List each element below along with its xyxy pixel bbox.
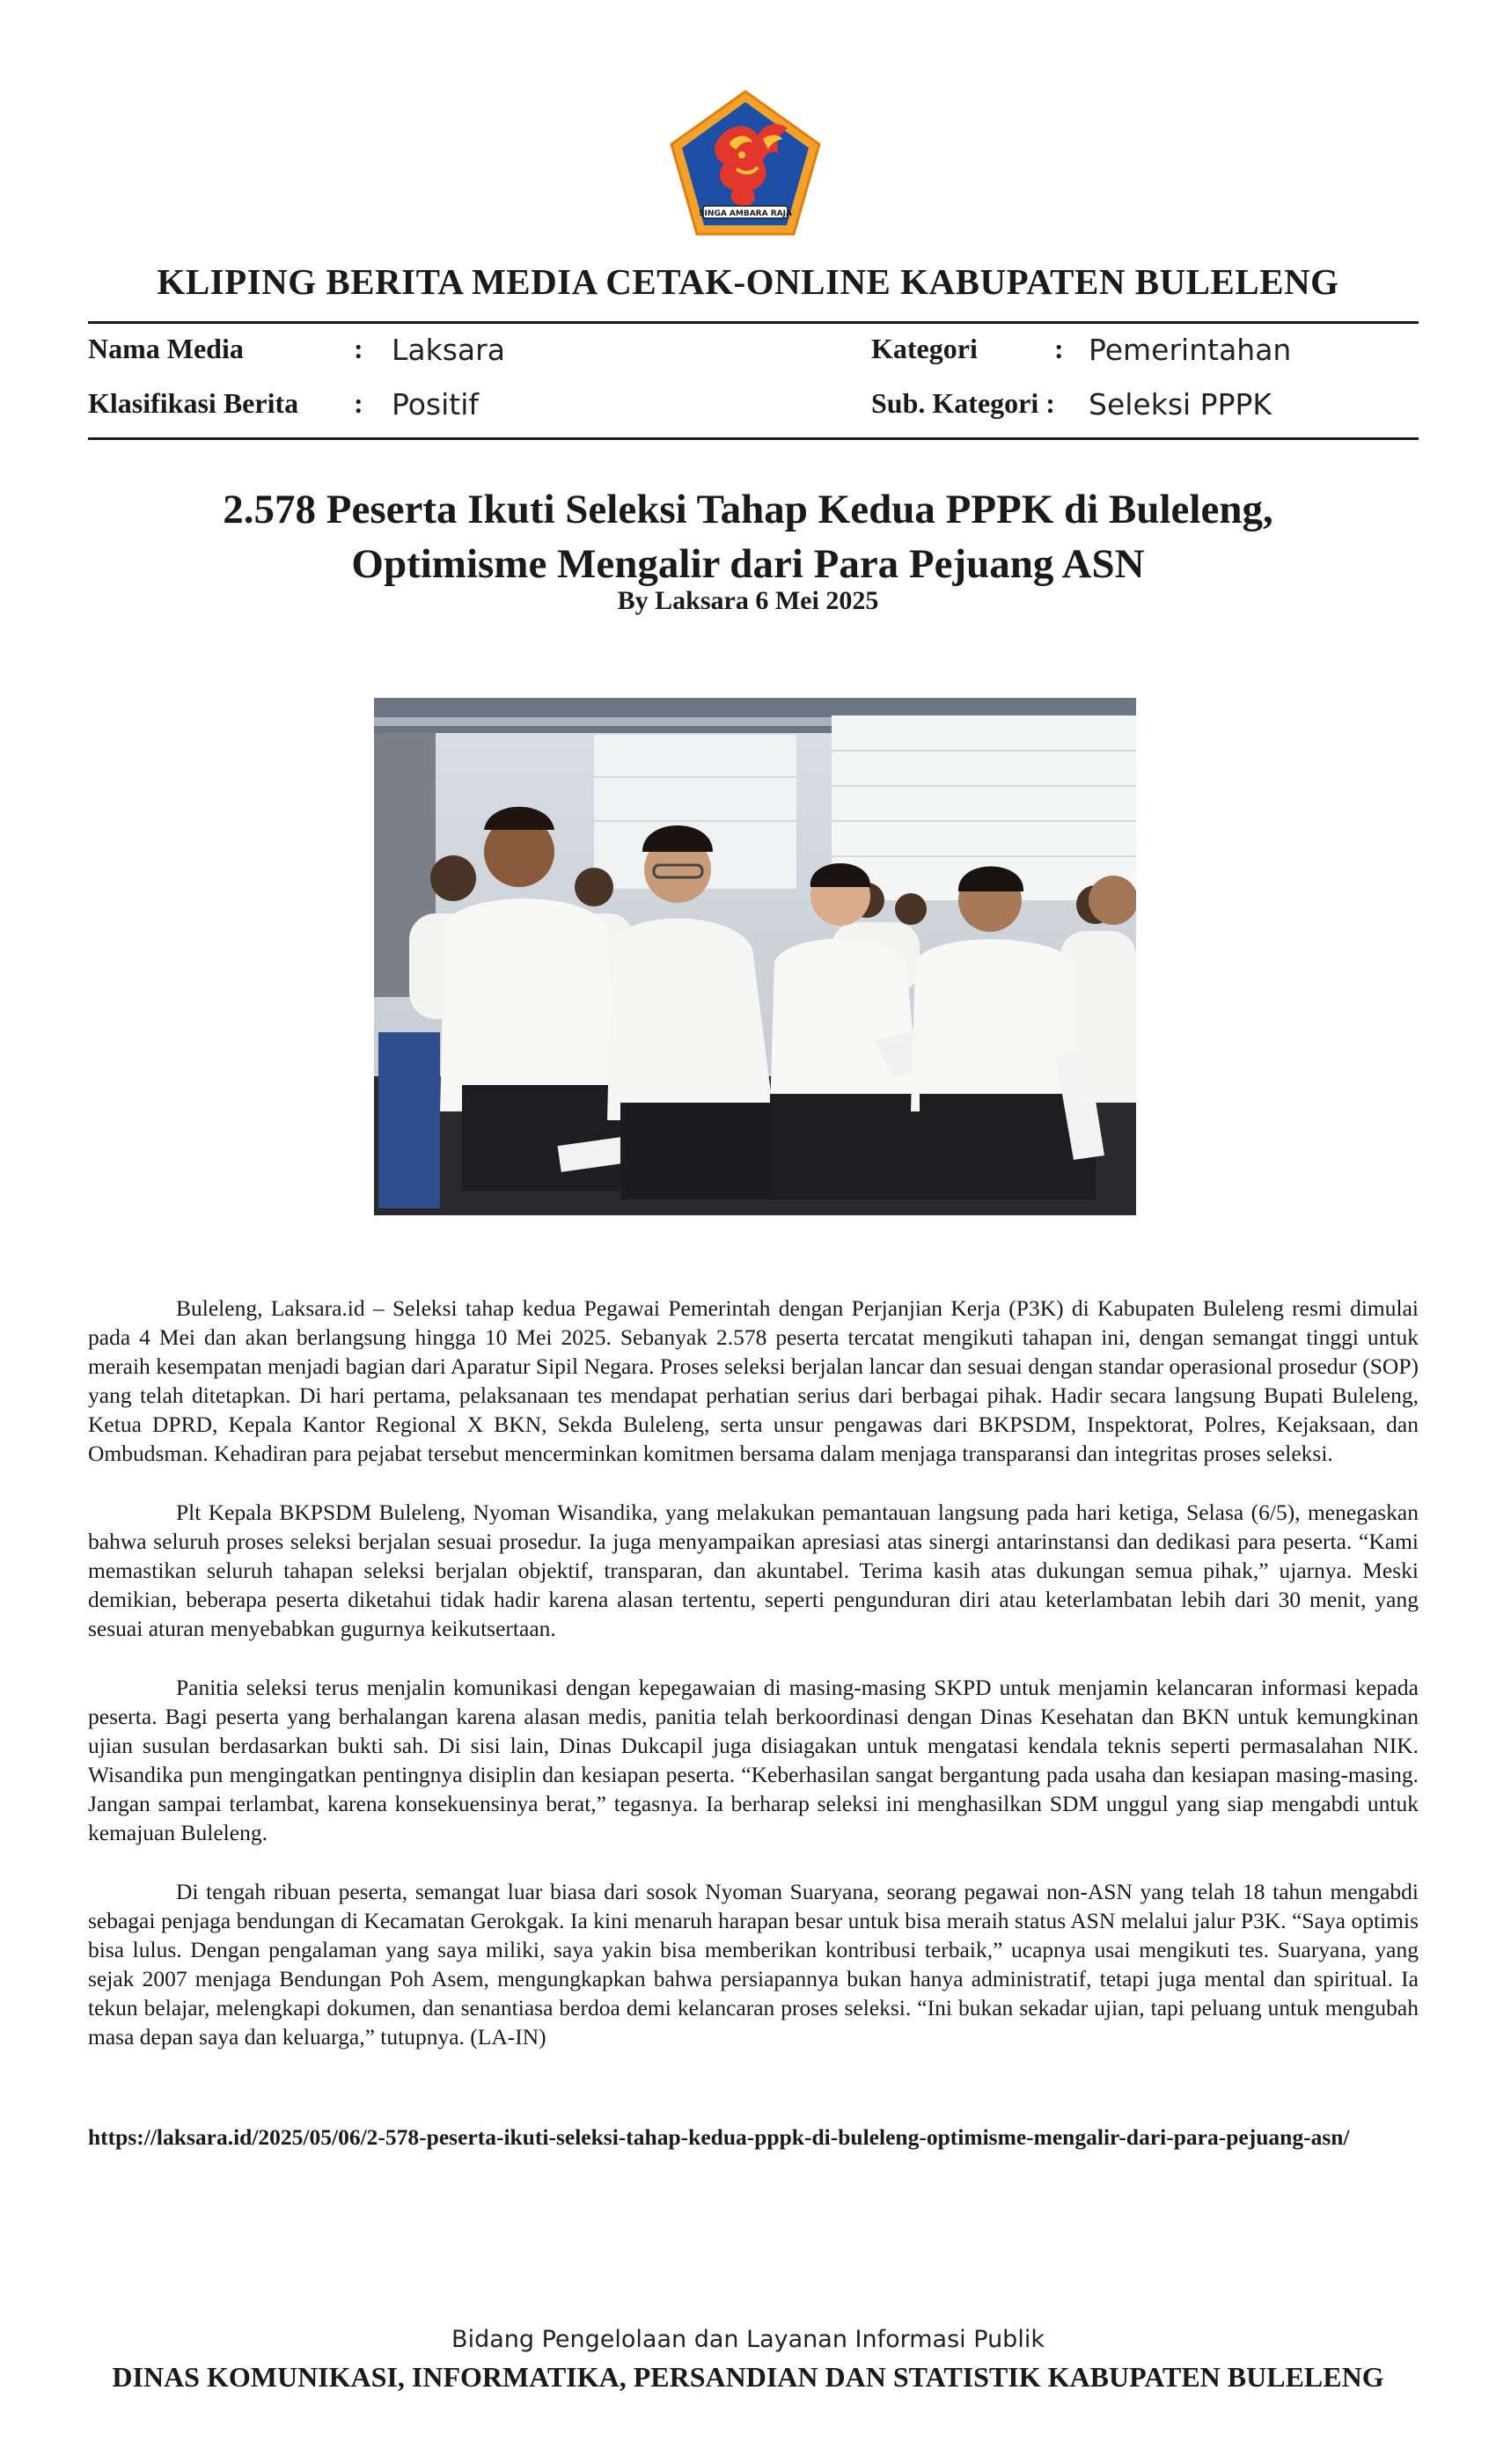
nama-media-value: Laksara [392, 333, 505, 367]
headline-line-2: Optimisme Mengalir dari Para Pejuang ASN [351, 541, 1145, 587]
klasifikasi-berita-value: Positif [392, 387, 479, 422]
klasifikasi-berita-label: Klasifikasi Berita [88, 387, 299, 419]
article-body [88, 1294, 1419, 2081]
page-header-title: KLIPING BERITA MEDIA CETAK-ONLINE KABUPATEN BULELENG [157, 261, 1339, 302]
header-divider-top [88, 321, 1419, 324]
logo-motto: SINGA AMBARA RAJA [699, 209, 792, 218]
buleleng-coat-of-arms-icon [666, 88, 825, 238]
footer-department: Bidang Pengelolaan dan Layanan Informasi Publik [451, 2326, 1045, 2353]
kategori-label: Kategori [871, 333, 978, 364]
footer-agency: DINAS KOMUNIKASI, INFORMATIKA, PERSANDIAN DAN STATISTIK KABUPATEN BULELENG [112, 2361, 1384, 2393]
article-paragraph-1: Buleleng, Laksara.id – Seleksi tahap kedua Pegawai Pemerintah dengan Perjanjian Kerja (P3K) di Kabupaten Buleleng resmi dimulai pada 4 Mei dan akan berlangsung hingga 10 Mei 2025. Sebanyak 2.578 peserta tercatat mengikuti tahapan ini, dengan semangat tinggi untuk meraih kesempatan menjadi bagian dari Aparatur Sipil Negara. Proses seleksi berjalan lancar dan sesuai dengan standar operasional prosedur (SOP) yang telah ditetapkan. Di hari pertama, pelaksanaan tes mendapat perhatian serius dari berbagai pihak. Hadir secara langsung Bupati Buleleng, Ketua DPRD, Kepala Kantor Regional X BKN, Sekda Buleleng, serta unsur pengawas dari BKPSDM, Inspektorat, Polres, Kejaksaan, dan Ombudsman. Kehadiran para pejabat tersebut mencerminkan komitmen bersama dalam menjaga transparansi dan integritas proses seleksi. [88, 1295, 1419, 1466]
article-byline: By Laksara 6 Mei 2025 [617, 586, 879, 615]
article-paragraph-2: Plt Kepala BKPSDM Buleleng, Nyoman Wisandika, yang melakukan pemantauan langsung pada hari ketiga, Selasa (6/5), menegaskan bahwa seluruh proses seleksi berjalan sesuai prosedur. Ia juga menyampaikan apresiasi atas sinergi antarinstansi dan dedikasi para peserta. “Kami memastikan seluruh tahapan seleksi berjalan objektif, transparan, dan akuntabel. Terima kasih atas dukungan semua pihak,” ujarnya. Meski demikian, beberapa peserta diketahui tidak hadir karena alasan tertentu, seperti pengunduran diri atau keterlambatan lebih dari 30 menit, yang sesuai aturan menyebabkan gugurnya keikutsertaan. [88, 1500, 1419, 1641]
headline-line-1: 2.578 Peserta Ikuti Seleksi Tahap Kedua PPPK di Buleleng, [223, 487, 1273, 532]
nama-media-label: Nama Media [88, 333, 244, 364]
kategori-colon: : [1054, 333, 1064, 364]
article-paragraph-3: Panitia seleksi terus menjalin komunikasi dengan kepegawaian di masing-masing SKPD untuk menjamin kelancaran informasi kepada peserta. Bagi peserta yang berhalangan karena alasan medis, panitia telah berkoordinasi dengan Dinas Kesehatan dan BKN untuk kemungkinan ujian susulan berdasarkan bukti sah. Di sisi lain, Dinas Dukcapil juga disiagakan untuk mengatasi kendala teknis seperti permasalahan NIK. Wisandika pun mengingatkan pentingnya disiplin dan kesiapan peserta. “Keberhasilan sangat bergantung pada usaha dan kesiapan masing-masing. Jangan sampai terlambat, karena konsekuensinya berat,” tegasnya. Ia berharap seleksi ini menghasilkan SDM unggul yang siap mengabdi untuk kemajuan Buleleng. [88, 1675, 1419, 1845]
kategori-value: Pemerintahan [1089, 333, 1292, 367]
article-photo [374, 698, 1136, 1215]
article-source-link[interactable]: https://laksara.id/2025/05/06/2-578-peserta-ikuti-seleksi-tahap-kedua-pppk-di-buleleng-optimisme-mengalir-dari-para-pejuang-asn/ [88, 2124, 1350, 2150]
nama-media-colon: : [354, 333, 363, 364]
article-headline [0, 482, 1496, 591]
sub-kategori-value: Seleksi PPPK [1089, 387, 1272, 422]
klasifikasi-berita-colon: : [354, 387, 363, 419]
article-paragraph-4: Di tengah ribuan peserta, semangat luar biasa dari sosok Nyoman Suaryana, seorang pegawai non-ASN yang telah 18 tahun mengabdi sebagai penjaga bendungan di Kecamatan Gerokgak. Ia kini menaruh harapan besar untuk bisa meraih status ASN melalui jalur P3K. “Saya optimis bisa lulus. Dengan pengalaman yang saya miliki, saya yakin bisa memberikan kontribusi terbaik,” ucapnya usai mengikuti tes. Suaryana, yang sejak 2007 menjaga Bendungan Poh Asem, mengungkapkan bahwa persiapannya bukan hanya administratif, tetapi juga mental dan spiritual. Ia tekun belajar, melengkapi dokumen, dan senantiasa berdoa demi kelancaran proses seleksi. “Ini bukan sekadar ujian, tapi peluang untuk mengubah masa depan saya dan keluarga,” tutupnya. (LA-IN) [88, 1879, 1419, 2050]
header-divider-bottom [88, 437, 1419, 440]
sub-kategori-label: Sub. Kategori : [871, 387, 1055, 419]
